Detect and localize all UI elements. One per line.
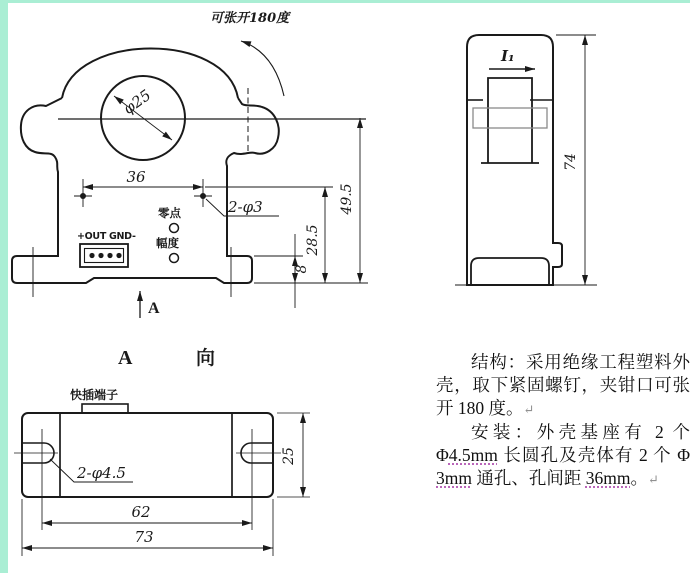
hole-pitch-label: 36 bbox=[126, 168, 146, 186]
hinge-post bbox=[488, 78, 532, 163]
underlined-dim-3mm: 3mm bbox=[436, 468, 472, 488]
depth-label: 25 bbox=[281, 447, 297, 465]
aperture-dia-label: φ25 bbox=[119, 85, 155, 118]
open-direction-arrow bbox=[241, 41, 284, 96]
underlined-dim-4_5mm: 4.5mm bbox=[448, 445, 498, 465]
front-view bbox=[12, 10, 368, 318]
return-mark: ↵ bbox=[523, 402, 535, 417]
side-bottom-cap bbox=[471, 258, 549, 285]
note-structure bbox=[436, 351, 690, 421]
open-note-label: 可张开180度 bbox=[210, 11, 290, 26]
terminal-bump bbox=[82, 404, 128, 413]
view-title-direction: 向 bbox=[196, 347, 216, 369]
height-overall-label: 49.5 bbox=[339, 183, 355, 215]
hole-span-label: 62 bbox=[131, 503, 151, 521]
connector-pin bbox=[98, 253, 103, 258]
note-structure-text: 结构：采用绝缘工程塑料外壳，取下紧固螺钉，夹钳口可张开 180 度。 bbox=[436, 352, 690, 418]
note-install-text-1: 安装：外壳基座有 2 个 Φ bbox=[436, 422, 690, 465]
amplitude-trimmer bbox=[170, 254, 179, 263]
connector-pin bbox=[89, 253, 94, 258]
front-outline-arc bbox=[62, 48, 238, 98]
hinge-pin bbox=[473, 108, 547, 128]
return-mark: ↵ bbox=[647, 472, 659, 487]
slots-label: 2-φ4.5 bbox=[77, 464, 126, 482]
front-outline-body bbox=[12, 98, 279, 283]
side-outline bbox=[467, 35, 562, 285]
amplitude-label: 幅度 bbox=[156, 236, 179, 250]
side-height-label: 74 bbox=[563, 153, 579, 171]
zero-point-label: 零点 bbox=[158, 206, 181, 220]
zero-trimmer bbox=[170, 224, 179, 233]
note-install bbox=[436, 421, 690, 491]
width-overall-label: 73 bbox=[134, 528, 154, 546]
holes-count-label: 2-φ3 bbox=[228, 198, 263, 216]
current-label: I₁ bbox=[501, 47, 515, 65]
terminal-label: 快插端子 bbox=[70, 388, 119, 402]
underlined-dim-36mm: 36mm bbox=[585, 468, 631, 488]
connector-pin bbox=[107, 253, 112, 258]
note-install-text-2: 长圆孔及壳体有 2 个 Φ bbox=[497, 445, 690, 465]
connector-label: +OUT GND- bbox=[77, 231, 136, 242]
view-a-arrow-label: A bbox=[148, 300, 160, 317]
connector-pin bbox=[116, 253, 121, 258]
height-holes-label: 28.5 bbox=[305, 224, 321, 256]
side-view bbox=[455, 35, 597, 285]
notes-block bbox=[436, 351, 690, 491]
note-install-text-3: 通孔、孔间距 bbox=[471, 468, 586, 488]
foot-height-label: 8 bbox=[294, 264, 310, 274]
bottom-view bbox=[14, 346, 310, 556]
view-title-a: A bbox=[118, 347, 133, 369]
note-install-text-4: 。 bbox=[630, 468, 648, 488]
